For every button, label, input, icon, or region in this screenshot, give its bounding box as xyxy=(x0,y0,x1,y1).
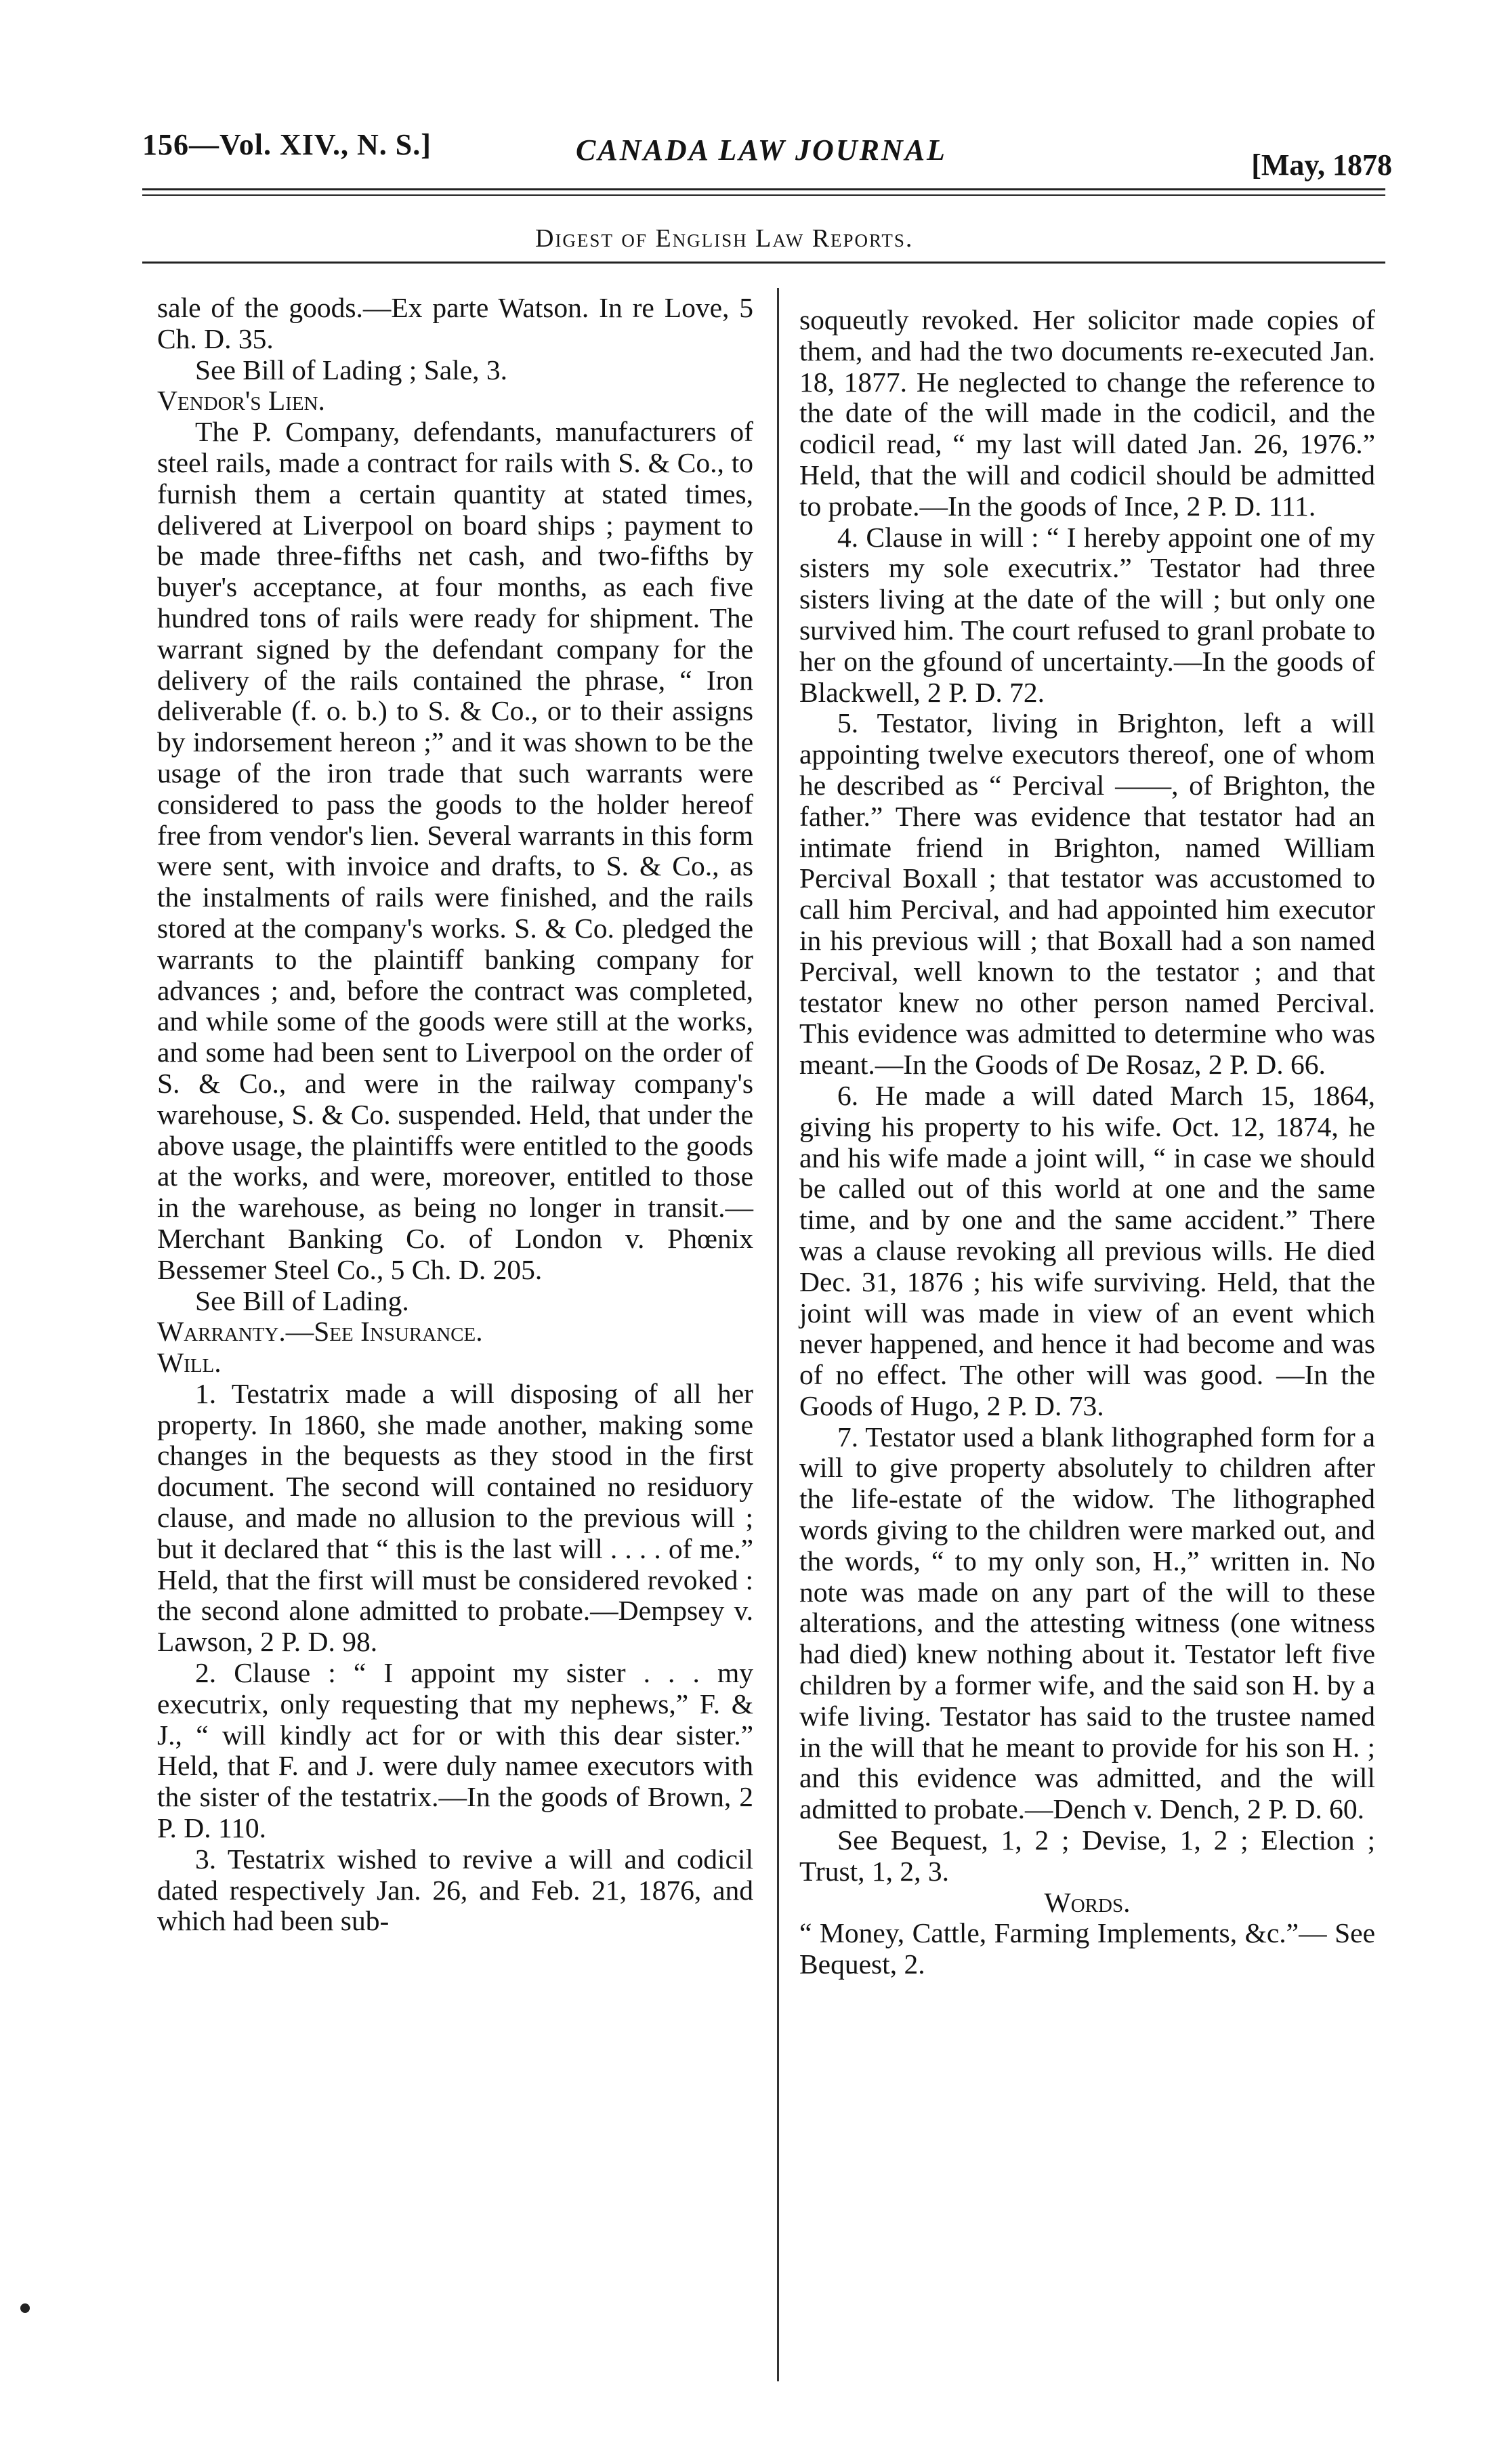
right-paragraph: 4. Clause in will : “ I hereby appoint one of my sisters my sole executrix.” Testator had three sisters living at the date of the will ; but only one survived him. The court refused to granl probate to her on the gfound of uncertainty.—In the goods of Blackwell, 2 P. D. 72. xyxy=(799,521,1375,708)
right-paragraph: Words. xyxy=(1044,1886,1131,1918)
right-paragraph: See Bequest, 1, 2 ; Devise, 1, 2 ; Election ; Trust, 1, 2, 3. xyxy=(799,1824,1375,1887)
left-paragraph: 1. Testatrix made a will disposing of all her property. In 1860, she made another, making some changes in the bequests as they stood in the first document. The second will contained no residuory clause, and made no allusion to the previous will ; but it declared that “ this is the last will . . . . of me.” Held, that the first will must be considered revoked : the second alone admitted to probate.—Dempsey v. Lawson, 2 P. D. 98. xyxy=(157,1377,753,1658)
section-rule xyxy=(142,262,1385,264)
running-header xyxy=(142,121,1392,185)
left-paragraph: 2. Clause : “ I appoint my sister . . . my executrix, only requesting that my nephews,” F. & J., “ will kindly act for or with this dear sister.” Held, that F. and J. were duly namee executors with the sister of the testatrix.—In the goods of Brown, 2 P. D. 110. xyxy=(157,1657,753,1844)
header-rule-top xyxy=(142,188,1385,190)
right-column xyxy=(799,305,1375,1980)
column-divider xyxy=(777,288,779,2381)
left-paragraph: sale of the goods.—Ex parte Watson. In re Love, 5 Ch. D. 35. xyxy=(157,292,753,354)
margin-mark xyxy=(20,2303,30,2313)
section-title: Digest of English Law Reports. xyxy=(535,224,914,253)
left-paragraph: Warranty.—See Insurance. xyxy=(157,1316,483,1348)
right-paragraph: soqueutly revoked. Her solicitor made copies of them, and had the two documents re-executed Jan. 18, 1877. He neglected to change the reference to the date of the will made in the codicil, and the codicil read, “ my last will dated Jan. 26, 1976.” Held, that the will and codicil should be admitted to probate.—In the goods of Ince, 2 P. D. 111. xyxy=(799,304,1375,522)
left-column xyxy=(157,293,753,1937)
header-journal-title: CANADA LAW JOURNAL xyxy=(576,133,947,167)
left-paragraph: See Bill of Lading ; Sale, 3. xyxy=(195,354,508,385)
header-rule-bottom xyxy=(142,194,1385,196)
right-paragraph: 7. Testator used a blank lithographed form for a will to give property absolutely to children after the life-estate of the widow. The lithographed words giving to the children were marked out, and the words, “ to my only son, H.,” written in. No note was made on any part of the will to these alterations, and the attesting witness (one witness had died) knew nothing about it. Testator left five children by a former wife, and the said son H. by a wife living. Testator has said to the trustee named in the will that he meant to provide for his son H. ; and this evidence was admitted, and the will admitted to probate.—Dench v. Dench, 2 P. D. 60. xyxy=(799,1421,1375,1825)
header-date: [May, 1878 xyxy=(1251,148,1392,182)
right-paragraph: “ Money, Cattle, Farming Implements, &c.”— See Bequest, 2. xyxy=(799,1917,1375,1980)
left-paragraph: 3. Testatrix wished to revive a will and codicil dated respectively Jan. 26, and Feb. 21, 1876, and which had been sub- xyxy=(157,1843,753,1937)
left-paragraph: Vendor's Lien. xyxy=(157,385,325,417)
right-paragraph: 6. He made a will dated March 15, 1864, giving his property to his wife. Oct. 12, 1874, he and his wife made a joint will, “ in case we should be called out of this world at one and the same time, and by one and the same accident.” There was a clause revoking all previous wills. He died Dec. 31, 1876 ; his wife surviving. Held, that the joint will was made in view of an event which never happened, and hence it had become and was of no effect. The other will was good. —In the Goods of Hugo, 2 P. D. 73. xyxy=(799,1079,1375,1421)
left-paragraph: See Bill of Lading. xyxy=(195,1285,409,1316)
left-paragraph: Will. xyxy=(157,1347,222,1379)
left-paragraph: The P. Company, defendants, manufacturers of steel rails, made a contract for rails with S. & Co., to furnish them a certain quantity at stated times, delivered at Liverpool on board ships ; payment to be made three-fifths net cash, and two-fifths by buyer's acceptance, at four months, as each five hundred tons of rails were ready for shipment. The warrant signed by the defendant company for the delivery of the rails contained the phrase, “ Iron deliverable (f. o. b.) to S. & Co., or to their assigns by indorsement hereon ;” and it was shown to be the usage of the iron trade that such warrants were considered to pass the goods to the holder hereof free from vendor's lien. Several warrants in this form were sent, with invoice and drafts, to S. & Co., as the instalments of rails were finished, and the rails stored at the company's works. S. & Co. pledged the warrants to the plaintiff banking company for advances ; and, before the contract was completed, and while some of the goods were still at the works, and some had been sent to Liverpool on the order of S. & Co., and were in the railway company's warehouse, S. & Co. suspended. Held, that under the above usage, the plaintiffs were entitled to the goods at the works, and were, moreover, entitled to those in the warehouse, as being no longer in transit.—Merchant Banking Co. of London v. Phœnix Bessemer Steel Co., 5 Ch. D. 205. xyxy=(157,416,753,1285)
right-paragraph: 5. Testator, living in Brighton, left a will appointing twelve executors thereof, one of whom he described as “ Percival ——, of Brighton, the father.” There was evidence that testator had an intimate friend in Brighton, named William Percival Boxall ; that testator was accustomed to call him Percival, and had appointed him executor in his previous will ; that Boxall had a son named Percival, well known to the testator ; and that testator knew no other person named Percival. This evidence was admitted to determine who was meant.—In the Goods of De Rosaz, 2 P. D. 66. xyxy=(799,707,1375,1081)
header-volume: 156—Vol. XIV., N. S.] xyxy=(142,128,432,161)
